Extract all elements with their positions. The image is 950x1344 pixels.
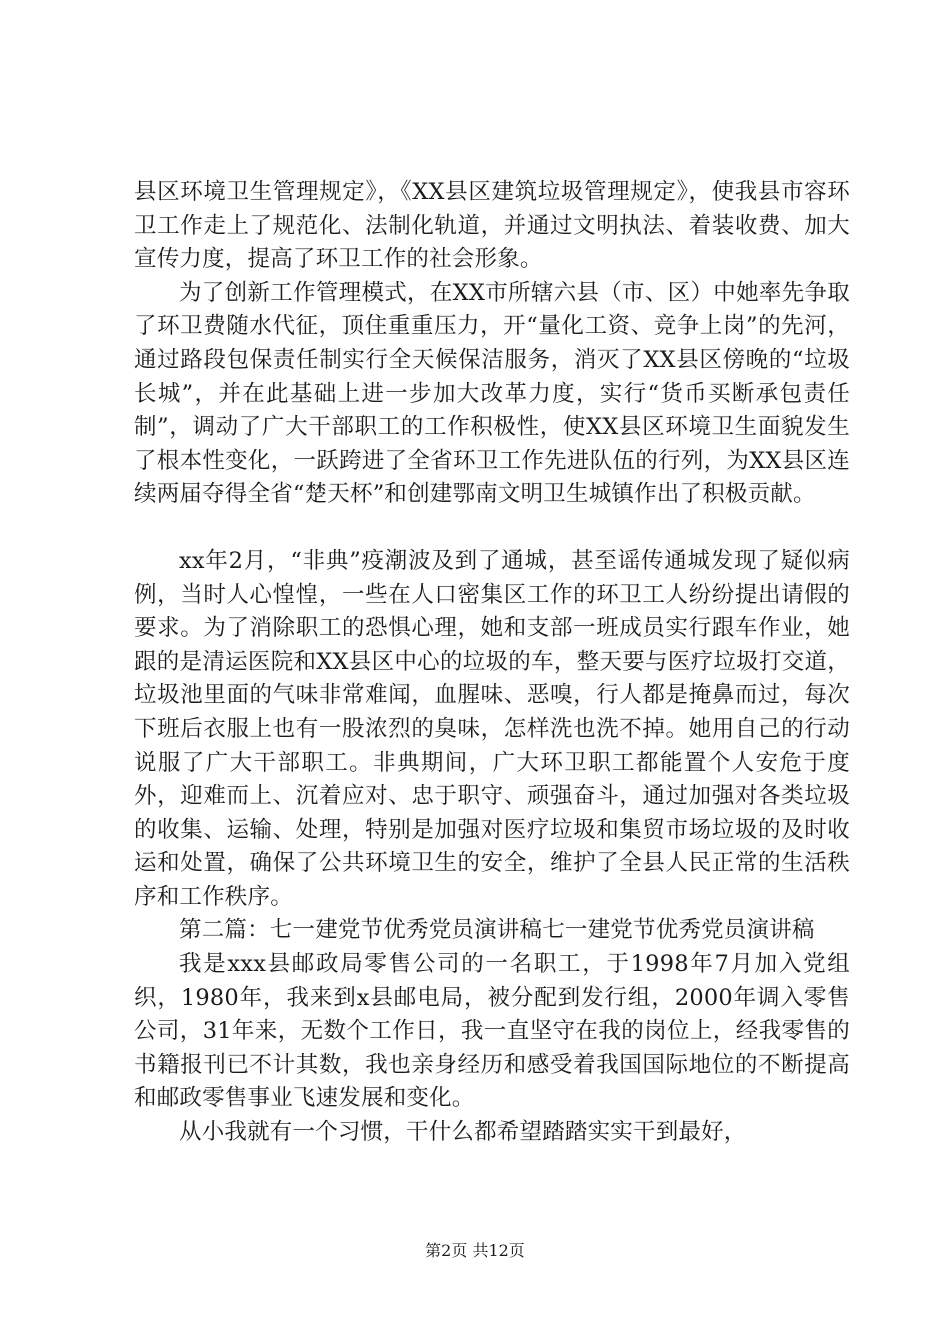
section-heading: 第二篇：七一建党节优秀党员演讲稿七一建党节优秀党员演讲稿 bbox=[179, 917, 815, 944]
paragraph-reform: 为了创新工作管理模式，在XX市所辖六县（市、区）中她率先争取了环卫费随水代征，顶住重重压力，开“量化工资、竞争上岗”的先河，通过路段包保责任制实行全天候保洁服务，消灭了XX县区傍晚的“垃圾长城”，并在此基础上进一步加大改革力度，实行“货币买断承包责任制”，调动了广大干部职工的工作积极性，使XX县区环境卫生面貌发生了根本性变化，一跃跨进了全省环卫工作先进队伍的行列，为XX县区连续两届夺得全省“楚天杯”和创建鄂南文明卫生城镇作出了积极贡献。 bbox=[134, 279, 850, 508]
paragraph-intro: 我是xxx县邮政局零售公司的一名职工，于1998年7月加入党组织，1980年，我来到x县邮电局，被分配到发行组，2000年调入零售公司，31年来，无数个工作日，我一直坚守在我的岗位上，经我零售的书籍报刊已不计其数，我也亲身经历和感受着我国国际地位的不断提高和邮政零售事业飞速发展和变化。 bbox=[134, 951, 850, 1112]
paragraph-sars: xx年2月，“非典”疫潮波及到了通城，甚至谣传通城发现了疑似病例，当时人心惶惶，一些在人口密集区工作的环卫工人纷纷提出请假的要求。为了消除职工的恐惧心理，她和支部一班成员实行跟车作业，她跟的是清运医院和XX县区中心的垃圾的车，整天要与医疗垃圾打交道，垃圾池里面的气味非常难闻，血腥味、恶嗅，行人都是掩鼻而过，每次下班后衣服上也有一股浓烈的臭味，怎样洗也洗不掉。她用自己的行动说服了广大干部职工。非典期间，广大环卫职工都能置个人安危于度外，迎难而上、沉着应对、忠于职守、顽强奋斗，通过加强对各类垃圾的收集、运输、处理，特别是加强对医疗垃圾和集贸市场垃圾的及时收运和处置，确保了公共环境卫生的安全，维护了全县人民正常的生活秩序和工作秩序。 bbox=[134, 547, 850, 910]
page-number: 第2页 共12页 bbox=[425, 1241, 525, 1260]
document-body bbox=[134, 176, 850, 1150]
paragraph-continuation: 县区环境卫生管理规定》，《XX县区建筑垃圾管理规定》，使我县市容环卫工作走上了规范化、法制化轨道，并通过文明执法、着装收费、加大宣传力度，提高了环卫工作的社会形象。 bbox=[134, 179, 850, 273]
paragraph-habit: 从小我就有一个习惯，干什么都希望踏踏实实干到最好， bbox=[179, 1119, 747, 1146]
